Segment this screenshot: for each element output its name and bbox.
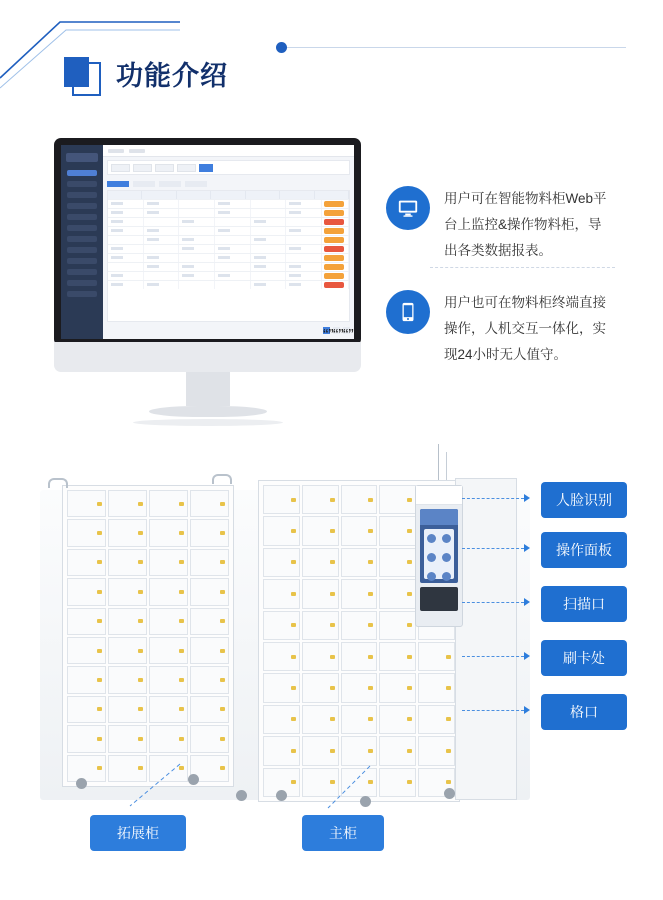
feature-divider — [430, 267, 615, 268]
caster-wheel — [444, 788, 455, 799]
locker-cell[interactable] — [341, 579, 378, 608]
locker-cell[interactable] — [263, 611, 300, 640]
dashboard-sidebar — [61, 145, 103, 339]
monitor-chin — [54, 342, 361, 372]
arrow-face-recognition — [524, 494, 530, 502]
desktop-monitor-mockup — [54, 138, 361, 426]
callout-expansion-cabinet[interactable]: 拓展柜 — [90, 815, 186, 851]
monitor-stand-shadow — [133, 419, 283, 426]
locker-cell[interactable] — [67, 578, 106, 605]
expansion-cabinet-grid — [67, 490, 229, 782]
arrow-card-reader — [524, 652, 530, 660]
terminal-panel[interactable] — [415, 485, 463, 627]
locker-cell[interactable] — [149, 725, 188, 752]
locker-cell[interactable] — [149, 608, 188, 635]
locker-cell[interactable] — [190, 519, 229, 546]
lead-main-cabinet — [300, 760, 390, 820]
locker-cell[interactable] — [149, 637, 188, 664]
locker-cell[interactable] — [149, 519, 188, 546]
callout-locker-cell[interactable]: 格口 — [541, 694, 627, 730]
feature-terminal-operation-text: 用户也可在物料柜终端直接操作，人机交互一体化，实现24小时无人值守。 — [444, 295, 606, 362]
locker-cell[interactable] — [263, 485, 300, 514]
locker-cell[interactable] — [263, 736, 300, 765]
locker-cell[interactable] — [149, 490, 188, 517]
feature-web-platform-text: 用户可在智能物料柜Web平台上监控&操作物料柜，导出各类数据报表。 — [444, 191, 607, 258]
lead-scan-port — [462, 602, 524, 603]
mobile-phone-icon — [386, 290, 430, 334]
locker-cell[interactable] — [302, 642, 339, 671]
locker-cell[interactable] — [379, 642, 416, 671]
locker-cell[interactable] — [263, 548, 300, 577]
lead-operation-panel — [462, 548, 524, 549]
locker-cell[interactable] — [108, 519, 147, 546]
locker-cell[interactable] — [263, 705, 300, 734]
locker-cell[interactable] — [67, 490, 106, 517]
dashboard-topbar — [103, 145, 354, 157]
locker-cell[interactable] — [379, 548, 416, 577]
locker-cell[interactable] — [67, 608, 106, 635]
expansion-cabinet-body — [62, 485, 234, 787]
lead-card-reader — [462, 656, 524, 657]
locker-cell[interactable] — [108, 696, 147, 723]
locker-cell[interactable] — [149, 578, 188, 605]
locker-cell[interactable] — [263, 516, 300, 545]
arrow-operation-panel — [524, 544, 530, 552]
dashboard-main — [103, 145, 354, 339]
locker-cell[interactable] — [67, 519, 106, 546]
locker-cell[interactable] — [341, 673, 378, 702]
locker-cell[interactable] — [302, 611, 339, 640]
locker-cell[interactable] — [418, 673, 455, 702]
caster-wheel — [76, 778, 87, 789]
locker-cell[interactable] — [418, 736, 455, 765]
monitor-screen — [61, 145, 354, 339]
locker-cell[interactable] — [190, 608, 229, 635]
locker-cell[interactable] — [418, 642, 455, 671]
locker-cell[interactable] — [190, 725, 229, 752]
locker-cell[interactable] — [341, 548, 378, 577]
monitor-bezel — [54, 138, 361, 346]
locker-cell[interactable] — [190, 637, 229, 664]
locker-cell[interactable] — [190, 578, 229, 605]
locker-cell[interactable] — [263, 579, 300, 608]
arrow-locker-cell — [524, 706, 530, 714]
locker-cell[interactable] — [341, 611, 378, 640]
cabinet-handle-mid — [212, 474, 232, 484]
locker-cell[interactable] — [67, 666, 106, 693]
locker-cell[interactable] — [341, 642, 378, 671]
title-square-icon — [64, 57, 98, 91]
lead-locker-cell — [462, 710, 524, 711]
side-cabinet-body — [455, 478, 517, 800]
locker-cell[interactable] — [67, 755, 106, 782]
header-dotted-line — [286, 47, 626, 48]
monitor-stand-base — [149, 406, 267, 417]
locker-cell[interactable] — [341, 516, 378, 545]
locker-cell[interactable] — [149, 549, 188, 576]
locker-cell[interactable] — [149, 666, 188, 693]
locker-cell[interactable] — [263, 642, 300, 671]
cabinet-handle-left — [48, 478, 68, 488]
locker-cell[interactable] — [302, 485, 339, 514]
lead-face-recognition — [462, 498, 524, 499]
locker-cell[interactable] — [67, 696, 106, 723]
header-dot — [276, 42, 287, 53]
locker-cell[interactable] — [149, 696, 188, 723]
locker-cell[interactable] — [190, 666, 229, 693]
locker-cell[interactable] — [67, 549, 106, 576]
page-title — [64, 54, 228, 93]
lead-expansion-cabinet — [110, 760, 200, 820]
locker-cell[interactable] — [190, 696, 229, 723]
desktop-monitor-icon — [386, 186, 430, 230]
locker-cell[interactable] — [108, 578, 147, 605]
terminal-logo — [416, 486, 462, 505]
callout-operation-panel[interactable]: 操作面板 — [541, 532, 627, 568]
locker-cell[interactable] — [263, 673, 300, 702]
locker-cell[interactable] — [108, 666, 147, 693]
locker-cell[interactable] — [108, 608, 147, 635]
arrow-scan-port — [524, 598, 530, 606]
title-text: 功能介绍 — [116, 61, 228, 91]
callout-face-recognition[interactable]: 人脸识别 — [541, 482, 627, 518]
locker-cell[interactable] — [302, 705, 339, 734]
locker-cell[interactable] — [418, 705, 455, 734]
dashboard-tabs — [107, 178, 350, 187]
locker-cell[interactable] — [302, 548, 339, 577]
caster-wheel — [276, 790, 287, 801]
caster-wheel — [236, 790, 247, 801]
locker-cell[interactable] — [302, 516, 339, 545]
antenna-left — [438, 444, 439, 484]
callout-scan-port[interactable]: 扫描口 — [541, 586, 627, 622]
locker-cell[interactable] — [190, 549, 229, 576]
feature-web-platform — [386, 186, 612, 264]
callout-card-reader[interactable]: 刷卡处 — [541, 640, 627, 676]
locker-cell[interactable] — [302, 579, 339, 608]
locker-cell[interactable] — [108, 490, 147, 517]
locker-cell[interactable] — [302, 673, 339, 702]
locker-cell[interactable] — [379, 579, 416, 608]
dashboard-table — [107, 190, 350, 322]
locker-cell[interactable] — [341, 705, 378, 734]
locker-cell[interactable] — [341, 485, 378, 514]
feature-terminal-operation — [386, 290, 612, 368]
monitor-stand-neck — [186, 372, 230, 406]
locker-cell[interactable] — [67, 637, 106, 664]
cabinet-illustration — [0, 430, 663, 841]
locker-cell[interactable] — [379, 673, 416, 702]
callout-main-cabinet[interactable]: 主柜 — [302, 815, 384, 851]
locker-cell[interactable] — [190, 490, 229, 517]
locker-cell[interactable] — [108, 549, 147, 576]
dashboard-filter-bar — [107, 160, 350, 175]
terminal-touchscreen[interactable] — [420, 509, 458, 583]
locker-cell[interactable] — [379, 485, 416, 514]
terminal-scanner[interactable] — [420, 587, 458, 611]
locker-cell[interactable] — [379, 705, 416, 734]
dashboard-pagination — [107, 326, 350, 335]
locker-cell[interactable] — [379, 611, 416, 640]
locker-cell[interactable] — [108, 725, 147, 752]
locker-cell[interactable] — [379, 516, 416, 545]
locker-cell[interactable] — [108, 637, 147, 664]
locker-cell[interactable] — [67, 725, 106, 752]
